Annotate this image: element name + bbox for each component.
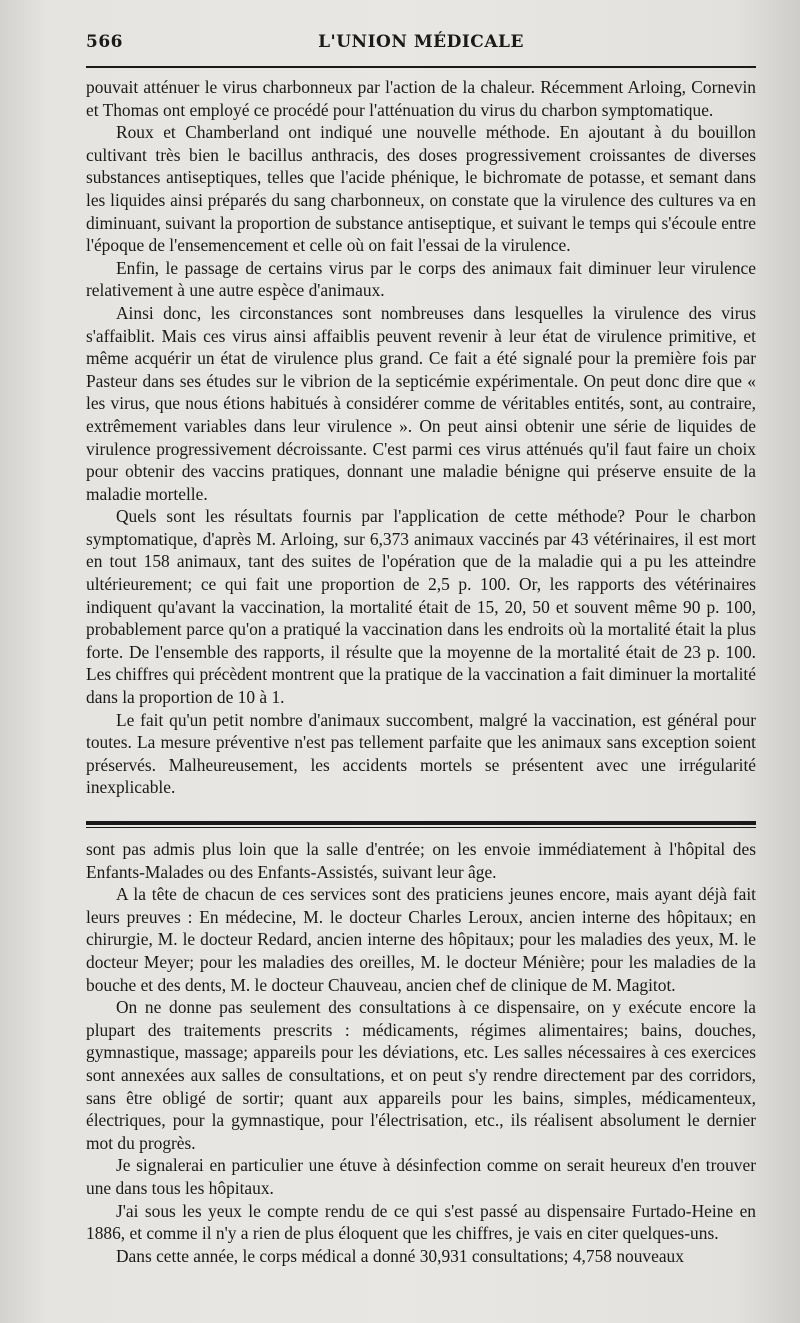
- separator-thin-rule: [86, 827, 756, 828]
- article-bottom: [86, 838, 756, 1267]
- paragraph: On ne donne pas seulement des consultations à ce dispensaire, on y exécute encore la plupart des traitements prescrits : médicaments, régimes alimentaires; bains, douches, gymnastique, massage; appareils pour les déviations, etc. Les salles nécessaires à ces exercices sont annexées aux salles de consultations, et on peut s'y rendre directement par des corridors, sans être obligé de sortir; quant aux appareils pour les bains, simples, médicamenteux, électriques, pour la gymnastique, pour l'électrisation, etc., ils réalisent absolument le dernier mot du progrès.: [86, 997, 756, 1153]
- separator-thick-rule: [86, 821, 756, 825]
- page-header: [86, 32, 756, 56]
- paragraph: A la tête de chacun de ces services sont des praticiens jeunes encore, mais ayant déjà fait leurs preuves : En médecine, M. le docteur Charles Leroux, ancien interne des hôpitaux; en chirurgie, M. le docteur Redard, ancien interne des hôpitaux; pour les maladies des yeux, M. le docteur Meyer; pour les maladies des oreilles, M. le docteur Ménière; pour les maladies de la bouche et des dents, M. le docteur Chauveau, ancien chef de clinique de M. Magitot.: [86, 884, 756, 995]
- section-separator: [86, 821, 756, 830]
- paragraph: Quels sont les résultats fournis par l'application de cette méthode? Pour le charbon symptomatique, d'après M. Arloing, sur 6,373 animaux vaccinés par 43 vétérinaires, il est mort en tout 158 animaux, tant des suites de l'opération que de la maladie qui a pu les atteindre ultérieurement; ce qui fait une proportion de 2,5 p. 100. Or, les rapports des vétérinaires indiquent qu'avant la vaccination, la mortalité était de 15, 20, 50 et souvent même 90 p. 100, probablement parce qu'on a pratiqué la vaccination dans les endroits où la mortalité était la plus forte. De l'ensemble des rapports, il résulte que la moyenne de la mortalité était de 23 p. 100. Les chiffres qui précèdent montrent que la pratique de la vaccination a fait diminuer la mortalité dans la proportion de 10 à 1.: [86, 506, 756, 708]
- paragraph: pouvait atténuer le virus charbonneux par l'action de la chaleur. Récemment Arloing, Cornevin et Thomas ont employé ce procédé pour l'atténuation du virus du charbon symptomatique.: [86, 77, 756, 120]
- paragraph: Dans cette année, le corps médical a donné 30,931 consultations; 4,758 nouveaux: [116, 1245, 684, 1266]
- paragraph: Je signalerai en particulier une étuve à désinfection comme on serait heureux d'en trouver une dans tous les hôpitaux.: [86, 1155, 756, 1198]
- article-top: [86, 76, 756, 799]
- paragraph: Le fait qu'un petit nombre d'animaux succombent, malgré la vaccination, est général pour toutes. La mesure préventive n'est pas tellement parfaite que les animaux sans exception soient préservés. Malheureusement, les accidents mortels se présentent avec une irrégularité inexplicable.: [86, 709, 756, 798]
- paragraph: Enfin, le passage de certains virus par le corps des animaux fait diminuer leur virulence relativement à une autre espèce d'animaux.: [86, 257, 756, 301]
- paragraph: sont pas admis plus loin que la salle d'entrée; on les envoie immédiatement à l'hôpital des Enfants-Malades ou des Enfants-Assistés, suivant leur âge.: [86, 839, 756, 882]
- header-rule: [86, 66, 756, 68]
- page-number: 566: [86, 32, 123, 52]
- running-title: L'UNION MÉDICALE: [318, 32, 524, 52]
- paragraph: Roux et Chamberland ont indiqué une nouvelle méthode. En ajoutant à du bouillon cultivant très bien le bacillus anthracis, des doses progressivement croissantes de diverses substances antiseptiques, telles que l'acide phénique, le bichromate de potasse, et semant dans les liquides ainsi préparés du sang charbonneux, on constate que la virulence des cultures va en diminuant, suivant la proportion de substance antiseptique, et suivant le temps qui s'écoule entre l'époque de l'ensemencement et celle où on fait l'essai de la virulence.: [86, 122, 756, 256]
- paragraph: Ainsi donc, les circonstances sont nombreuses dans lesquelles la virulence des virus s'affaiblit. Mais ces virus ainsi affaiblis peuvent revenir à leur état de virulence primitive, et même acquérir un état de virulence plus grand. Ce fait a été signalé pour la première fois par Pasteur dans ses études sur le vibrion de la septicémie expérimentale. On peut donc dire que « les virus, que nous étions habitués à considérer comme de véritables entités, sont, au contraire, extrêmement variables dans leur virulence ». On peut ainsi obtenir une série de liquides de virulence progressivement décroissante. C'est parmi ces virus atténués qu'il faut faire un choix pour obtenir des vaccins pratiques, donnant une maladie bénigne qui préserve ensuite de la maladie mortelle.: [86, 302, 756, 504]
- paragraph: J'ai sous les yeux le compte rendu de ce qui s'est passé au dispensaire Furtado-Heine en 1886, et comme il n'y a rien de plus éloquent que les chiffres, je vais en citer quelques-uns.: [86, 1200, 756, 1244]
